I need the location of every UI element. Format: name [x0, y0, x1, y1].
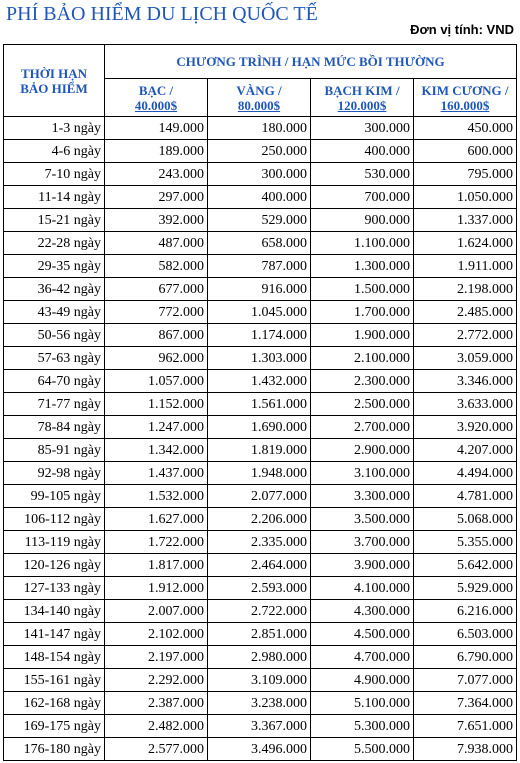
premium-cell-diamond: 795.000: [414, 163, 517, 186]
plan-header-diamond: [414, 79, 517, 117]
premium-cell-gold: 3.367.000: [208, 715, 311, 738]
premium-cell-platinum: 300.000: [311, 117, 414, 140]
premium-cell-silver: 1.342.000: [105, 439, 208, 462]
premium-cell-platinum: 4.900.000: [311, 669, 414, 692]
table-row: [4, 117, 517, 140]
premium-cell-diamond: 600.000: [414, 140, 517, 163]
premium-cell-platinum: 900.000: [311, 209, 414, 232]
premium-cell-diamond: 3.059.000: [414, 347, 517, 370]
premium-cell-silver: 2.197.000: [105, 646, 208, 669]
premium-cell-platinum: 3.500.000: [311, 508, 414, 531]
premium-cell-gold: 3.109.000: [208, 669, 311, 692]
premium-cell-gold: 400.000: [208, 186, 311, 209]
duration-cell: 134-140 ngày: [4, 600, 105, 623]
plan-name: BẠCH KIM /: [324, 82, 400, 98]
page-title: PHÍ BẢO HIỂM DU LỊCH QUỐC TẾ: [6, 3, 318, 25]
duration-cell: 99-105 ngày: [4, 485, 105, 508]
premium-cell-gold: 916.000: [208, 278, 311, 301]
premium-cell-platinum: 400.000: [311, 140, 414, 163]
premium-cell-platinum: 1.900.000: [311, 324, 414, 347]
premium-cell-silver: 1.722.000: [105, 531, 208, 554]
premium-cell-silver: 772.000: [105, 301, 208, 324]
duration-cell: 162-168 ngày: [4, 692, 105, 715]
duration-cell: 169-175 ngày: [4, 715, 105, 738]
premium-cell-diamond: 3.920.000: [414, 416, 517, 439]
table-row: [4, 186, 517, 209]
plan-header-gold: [208, 79, 311, 117]
premium-cell-gold: 3.238.000: [208, 692, 311, 715]
premium-cell-platinum: 1.500.000: [311, 278, 414, 301]
premium-cell-platinum: 1.700.000: [311, 301, 414, 324]
duration-cell: 11-14 ngày: [4, 186, 105, 209]
premium-cell-gold: 2.464.000: [208, 554, 311, 577]
premium-cell-diamond: 5.068.000: [414, 508, 517, 531]
table-row: [4, 416, 517, 439]
duration-cell: 155-161 ngày: [4, 669, 105, 692]
table-row: [4, 600, 517, 623]
premium-cell-diamond: 4.494.000: [414, 462, 517, 485]
duration-cell: 29-35 ngày: [4, 255, 105, 278]
premium-cell-diamond: 7.651.000: [414, 715, 517, 738]
premium-cell-silver: 962.000: [105, 347, 208, 370]
premium-cell-silver: 2.007.000: [105, 600, 208, 623]
duration-cell: 176-180 ngày: [4, 738, 105, 761]
premium-cell-silver: 1.152.000: [105, 393, 208, 416]
premium-cell-gold: 1.690.000: [208, 416, 311, 439]
premium-cell-diamond: 6.216.000: [414, 600, 517, 623]
premium-cell-diamond: 1.050.000: [414, 186, 517, 209]
premium-table: [3, 44, 517, 761]
premium-cell-gold: 1.432.000: [208, 370, 311, 393]
table-row: [4, 738, 517, 761]
plan-limit: 80.000$: [237, 97, 281, 113]
duration-cell: 92-98 ngày: [4, 462, 105, 485]
premium-cell-gold: 2.722.000: [208, 600, 311, 623]
premium-cell-platinum: 2.500.000: [311, 393, 414, 416]
premium-cell-platinum: 4.500.000: [311, 623, 414, 646]
premium-cell-gold: 300.000: [208, 163, 311, 186]
premium-cell-diamond: 5.642.000: [414, 554, 517, 577]
premium-cell-gold: 2.980.000: [208, 646, 311, 669]
premium-cell-diamond: 1.624.000: [414, 232, 517, 255]
premium-cell-platinum: 1.100.000: [311, 232, 414, 255]
premium-cell-gold: 2.851.000: [208, 623, 311, 646]
premium-cell-gold: 1.948.000: [208, 462, 311, 485]
premium-cell-platinum: 2.700.000: [311, 416, 414, 439]
premium-cell-diamond: 7.364.000: [414, 692, 517, 715]
premium-cell-silver: 1.437.000: [105, 462, 208, 485]
premium-cell-gold: 180.000: [208, 117, 311, 140]
premium-cell-silver: 867.000: [105, 324, 208, 347]
premium-cell-gold: 2.593.000: [208, 577, 311, 600]
premium-cell-silver: 2.577.000: [105, 738, 208, 761]
premium-cell-gold: 1.561.000: [208, 393, 311, 416]
premium-cell-silver: 1.912.000: [105, 577, 208, 600]
premium-cell-platinum: 4.100.000: [311, 577, 414, 600]
premium-cell-gold: 250.000: [208, 140, 311, 163]
table-row: [4, 347, 517, 370]
table-body: [4, 117, 517, 761]
duration-cell: 7-10 ngày: [4, 163, 105, 186]
premium-cell-silver: 1.532.000: [105, 485, 208, 508]
table-row: [4, 278, 517, 301]
duration-cell: 43-49 ngày: [4, 301, 105, 324]
table-row: [4, 370, 517, 393]
plan-limit: 160.000$: [440, 97, 490, 113]
table-row: [4, 301, 517, 324]
premium-cell-silver: 2.387.000: [105, 692, 208, 715]
premium-cell-diamond: 5.355.000: [414, 531, 517, 554]
premium-cell-silver: 2.102.000: [105, 623, 208, 646]
duration-cell: 1-3 ngày: [4, 117, 105, 140]
premium-cell-silver: 2.482.000: [105, 715, 208, 738]
premium-cell-silver: 297.000: [105, 186, 208, 209]
premium-cell-gold: 658.000: [208, 232, 311, 255]
plan-header-silver: [105, 79, 208, 117]
plan-limit: 120.000$: [337, 97, 387, 113]
premium-cell-diamond: 1.911.000: [414, 255, 517, 278]
table-row: [4, 508, 517, 531]
premium-cell-platinum: 2.900.000: [311, 439, 414, 462]
table-row: [4, 531, 517, 554]
table-row: [4, 485, 517, 508]
table-row: [4, 554, 517, 577]
premium-cell-silver: 1.627.000: [105, 508, 208, 531]
table-row: [4, 140, 517, 163]
duration-cell: 22-28 ngày: [4, 232, 105, 255]
table-row: [4, 393, 517, 416]
premium-cell-gold: 1.819.000: [208, 439, 311, 462]
plan-header-platinum: [311, 79, 414, 117]
table-row: [4, 232, 517, 255]
table-header-row: [4, 45, 517, 79]
duration-header-label: THỜI HẠN BẢO HIỂM: [20, 65, 88, 96]
duration-cell: 36-42 ngày: [4, 278, 105, 301]
premium-cell-platinum: 5.100.000: [311, 692, 414, 715]
premium-cell-silver: 677.000: [105, 278, 208, 301]
premium-cell-platinum: 4.300.000: [311, 600, 414, 623]
premium-cell-platinum: 3.700.000: [311, 531, 414, 554]
premium-cell-platinum: 2.300.000: [311, 370, 414, 393]
table-row: [4, 163, 517, 186]
premium-cell-silver: 2.292.000: [105, 669, 208, 692]
premium-cell-platinum: 5.300.000: [311, 715, 414, 738]
premium-cell-gold: 1.045.000: [208, 301, 311, 324]
premium-cell-diamond: 3.346.000: [414, 370, 517, 393]
premium-cell-silver: 149.000: [105, 117, 208, 140]
premium-cell-silver: 189.000: [105, 140, 208, 163]
plan-name: VÀNG /: [236, 82, 282, 98]
premium-cell-gold: 1.303.000: [208, 347, 311, 370]
premium-cell-diamond: 5.929.000: [414, 577, 517, 600]
premium-cell-diamond: 4.207.000: [414, 439, 517, 462]
premium-cell-platinum: 5.500.000: [311, 738, 414, 761]
duration-cell: 120-126 ngày: [4, 554, 105, 577]
duration-cell: 50-56 ngày: [4, 324, 105, 347]
table-row: [4, 715, 517, 738]
premium-cell-platinum: 2.100.000: [311, 347, 414, 370]
duration-cell: 71-77 ngày: [4, 393, 105, 416]
duration-cell: 113-119 ngày: [4, 531, 105, 554]
premium-cell-silver: 582.000: [105, 255, 208, 278]
premium-cell-diamond: 3.633.000: [414, 393, 517, 416]
premium-cell-diamond: 4.781.000: [414, 485, 517, 508]
premium-cell-gold: 3.496.000: [208, 738, 311, 761]
premium-cell-gold: 2.335.000: [208, 531, 311, 554]
duration-cell: 148-154 ngày: [4, 646, 105, 669]
table-row: [4, 209, 517, 232]
table-row: [4, 255, 517, 278]
premium-cell-platinum: 3.300.000: [311, 485, 414, 508]
premium-cell-silver: 392.000: [105, 209, 208, 232]
premium-cell-diamond: 6.503.000: [414, 623, 517, 646]
premium-cell-platinum: 3.900.000: [311, 554, 414, 577]
premium-cell-diamond: 2.198.000: [414, 278, 517, 301]
premium-cell-silver: 1.817.000: [105, 554, 208, 577]
table-row: [4, 692, 517, 715]
premium-cell-silver: 243.000: [105, 163, 208, 186]
plan-group-header: CHƯƠNG TRÌNH / HẠN MỨC BỒI THƯỜNG: [105, 45, 517, 79]
premium-cell-diamond: 7.938.000: [414, 738, 517, 761]
premium-cell-gold: 787.000: [208, 255, 311, 278]
premium-cell-silver: 1.057.000: [105, 370, 208, 393]
table-row: [4, 577, 517, 600]
premium-cell-diamond: 2.485.000: [414, 301, 517, 324]
plan-name: BẠC /: [138, 82, 174, 98]
table-row: [4, 439, 517, 462]
table-row: [4, 623, 517, 646]
table-row: [4, 462, 517, 485]
table-row: [4, 646, 517, 669]
duration-cell: 4-6 ngày: [4, 140, 105, 163]
duration-cell: 15-21 ngày: [4, 209, 105, 232]
premium-cell-diamond: 1.337.000: [414, 209, 517, 232]
premium-cell-silver: 487.000: [105, 232, 208, 255]
premium-cell-gold: 2.206.000: [208, 508, 311, 531]
premium-cell-gold: 529.000: [208, 209, 311, 232]
duration-cell: 78-84 ngày: [4, 416, 105, 439]
premium-cell-platinum: 4.700.000: [311, 646, 414, 669]
table-row: [4, 669, 517, 692]
duration-cell: 106-112 ngày: [4, 508, 105, 531]
plan-name: KIM CƯƠNG /: [421, 82, 509, 98]
unit-label: Đơn vị tính: VND: [410, 22, 514, 37]
table-row: [4, 324, 517, 347]
duration-cell: 64-70 ngày: [4, 370, 105, 393]
premium-cell-diamond: 2.772.000: [414, 324, 517, 347]
premium-cell-silver: 1.247.000: [105, 416, 208, 439]
premium-cell-gold: 2.077.000: [208, 485, 311, 508]
premium-cell-platinum: 530.000: [311, 163, 414, 186]
premium-cell-diamond: 450.000: [414, 117, 517, 140]
premium-cell-platinum: 700.000: [311, 186, 414, 209]
premium-cell-gold: 1.174.000: [208, 324, 311, 347]
duration-cell: 141-147 ngày: [4, 623, 105, 646]
premium-cell-platinum: 1.300.000: [311, 255, 414, 278]
duration-header: [4, 45, 105, 117]
duration-cell: 85-91 ngày: [4, 439, 105, 462]
duration-cell: 127-133 ngày: [4, 577, 105, 600]
plan-limit: 40.000$: [134, 97, 178, 113]
premium-cell-platinum: 3.100.000: [311, 462, 414, 485]
premium-cell-diamond: 7.077.000: [414, 669, 517, 692]
premium-cell-diamond: 6.790.000: [414, 646, 517, 669]
duration-cell: 57-63 ngày: [4, 347, 105, 370]
